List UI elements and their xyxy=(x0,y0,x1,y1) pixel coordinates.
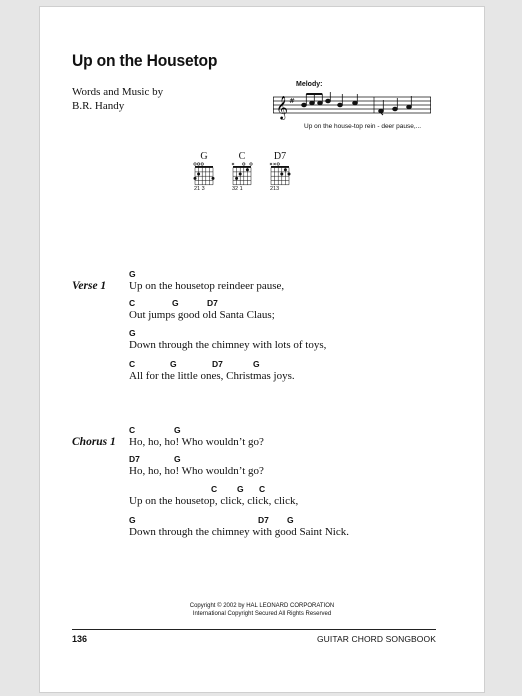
chord-symbol: G xyxy=(129,328,136,338)
book-title: GUITAR CHORD SONGBOOK xyxy=(316,634,436,644)
melody-label: Melody: xyxy=(296,81,323,88)
svg-text:𝄞: 𝄞 xyxy=(276,95,288,119)
chord-row xyxy=(129,359,489,370)
chord-symbol: D7 xyxy=(129,454,140,464)
svg-text:#: # xyxy=(289,97,295,105)
chord-row xyxy=(129,515,489,526)
lyric-line xyxy=(129,269,489,292)
page-number: 136 xyxy=(72,634,88,644)
chord-grid-icon xyxy=(231,162,253,186)
section-label: Verse 1 xyxy=(72,280,107,292)
chord-symbol: G xyxy=(237,484,244,494)
chord-row xyxy=(129,454,489,465)
lyric-line xyxy=(129,328,489,351)
chord-symbol: C xyxy=(129,359,136,369)
lyric-text: Up on the housetop, click, click, click, xyxy=(129,495,299,507)
chord-symbol: G xyxy=(129,515,136,525)
chord-diagram-d7 xyxy=(264,152,296,192)
rights-line: International Copyright Secured All Rights Reserved xyxy=(192,611,332,617)
chord-symbol: G xyxy=(174,425,181,435)
chord-row xyxy=(129,328,489,339)
copyright-notice xyxy=(40,602,484,618)
chord-symbol: C xyxy=(211,484,218,494)
lyric-text: Ho, ho, ho! Who wouldn’t go? xyxy=(129,465,264,477)
chord-row xyxy=(129,484,489,495)
chord-symbol: G xyxy=(129,269,136,279)
chord-diagram-c xyxy=(226,152,258,192)
chord-diagram-g xyxy=(188,152,220,192)
chord-symbol: D7 xyxy=(207,298,218,308)
lyric-line xyxy=(129,484,489,507)
chord-symbol: D7 xyxy=(258,515,269,525)
song-credits xyxy=(72,85,163,113)
author-name: B.R. Handy xyxy=(72,100,125,112)
lyric-line xyxy=(129,298,489,321)
copyright-line: Copyright © 2002 by HAL LEONARD CORPORATION xyxy=(189,603,335,609)
credit-line: Words and Music by xyxy=(72,86,164,98)
chord-symbol: G xyxy=(287,515,294,525)
chord-symbol: D7 xyxy=(212,359,223,369)
chord-row xyxy=(129,269,489,280)
chord-grid-icon xyxy=(269,162,291,186)
chord-fingering: 213 xyxy=(270,186,280,192)
chord-diagram-name: G xyxy=(200,151,208,162)
chord-symbol: G xyxy=(172,298,179,308)
chord-symbol: C xyxy=(129,298,136,308)
footer-divider xyxy=(72,629,436,630)
lyric-text: Down through the chimney with lots of toys, xyxy=(129,339,327,351)
chord-diagram-name: D7 xyxy=(273,151,287,162)
chord-row xyxy=(129,298,489,309)
lyric-text: All for the little ones, Christmas joys. xyxy=(129,370,295,382)
melody-staff-icon xyxy=(273,91,433,123)
chord-symbol: C xyxy=(129,425,136,435)
song-title: Up on the Housetop xyxy=(72,51,218,70)
chord-symbol: G xyxy=(170,359,177,369)
chord-fingering: 21 3 xyxy=(194,186,205,192)
chord-symbol: C xyxy=(259,484,266,494)
chord-row xyxy=(129,425,489,436)
chord-diagram-name: C xyxy=(238,151,246,162)
section-label: Chorus 1 xyxy=(72,436,116,448)
melody-lyrics: Up on the house-top rein - deer pause,... xyxy=(304,123,422,130)
lyric-text: Up on the housetop reindeer pause, xyxy=(129,280,285,292)
lyric-line xyxy=(129,454,489,477)
chord-symbol: G xyxy=(253,359,260,369)
song-sheet-page xyxy=(39,6,485,693)
lyric-text: Out jumps good old Santa Claus; xyxy=(129,309,275,321)
lyric-text: Down through the chimney with good Saint Nick. xyxy=(129,526,349,538)
chord-grid-icon xyxy=(193,162,215,186)
lyric-line xyxy=(129,359,489,382)
lyric-line xyxy=(129,425,489,448)
chord-symbol: G xyxy=(174,454,181,464)
lyric-line xyxy=(129,515,489,538)
chord-fingering: 32 1 xyxy=(232,186,243,192)
lyric-text: Ho, ho, ho! Who wouldn’t go? xyxy=(129,436,264,448)
